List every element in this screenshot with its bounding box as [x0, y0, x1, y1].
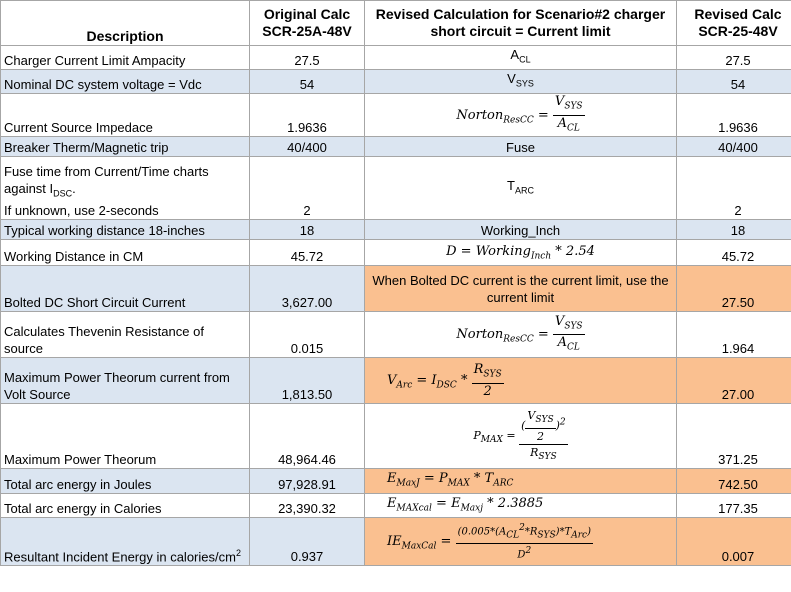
row-formula: $T_{ARC}$ [365, 157, 677, 220]
table-row [1, 157, 791, 220]
row-formula: Norton$_{ResCC}$ = $\frac{V_{SYS}}{A_{CL}}$ [365, 312, 677, 358]
row-revised-value: 45.72 [677, 240, 791, 266]
table-row [1, 220, 791, 240]
row-formula: $A_{CL}$ [365, 46, 677, 70]
row-original-value: 2 [250, 157, 365, 220]
row-revised-value: 18 [677, 220, 791, 240]
row-original-value: 27.5 [250, 46, 365, 70]
row-description: Calculates Thevenin Resistance of source [1, 312, 250, 358]
row-revised-value: 27.50 [677, 266, 791, 312]
row-original-value: 18 [250, 220, 365, 240]
row-description: Nominal DC system voltage = Vdc [1, 70, 250, 94]
header-row [1, 1, 791, 46]
header-revised-calculation: Revised Calculation for Scenario#2 charger short circuit = Current limit [365, 1, 677, 46]
row-revised-value: 27.00 [677, 358, 791, 404]
row-revised-value: 2 [677, 157, 791, 220]
table-row [1, 469, 791, 494]
row-original-value: 3,627.00 [250, 266, 365, 312]
row-original-value: 48,964.46 [250, 404, 365, 469]
table-row [1, 493, 791, 518]
row-formula: Fuse [365, 137, 677, 157]
row-original-value: 0.937 [250, 518, 365, 566]
row-formula: Working_Inch [365, 220, 677, 240]
header-original-calc: Original Calc SCR-25A-48V [250, 1, 365, 46]
row-original-value: 54 [250, 70, 365, 94]
row-revised-value: 742.50 [677, 469, 791, 494]
table-row [1, 358, 791, 404]
table-row [1, 70, 791, 94]
row-description: Maximum Power Theorum [1, 404, 250, 469]
row-revised-value: 371.25 [677, 404, 791, 469]
row-formula: $V_{Arc} = I_{DSC}$ * $\frac{R_{SYS}}{2}$ [365, 358, 677, 404]
table-row [1, 518, 791, 566]
row-description: Breaker Therm/Magnetic trip [1, 137, 250, 157]
row-formula: D = Working$_{Inch}$ * 2.54 [365, 240, 677, 266]
row-original-value: 97,928.91 [250, 469, 365, 494]
row-description: Resultant Incident Energy in calories/$cm^2$ [1, 518, 250, 566]
header-description: Description [1, 1, 250, 46]
row-description: Charger Current Limit Ampacity [1, 46, 250, 70]
row-formula: $E_{MaxJ} = P_{MAX} * T_{ARC}$ [365, 469, 677, 494]
row-original-value: 1,813.50 [250, 358, 365, 404]
row-original-value: 45.72 [250, 240, 365, 266]
row-formula-note: When Bolted DC current is the current limit, use the current limit [365, 266, 677, 312]
header-revised-calc: Revised Calc SCR-25-48V [677, 1, 791, 46]
row-formula: $E_{MAXcal} = E_{Maxj} * 2.3885$ [365, 493, 677, 518]
row-description: Total arc energy in Joules [1, 469, 250, 494]
row-original-value: 23,390.32 [250, 493, 365, 518]
table-row [1, 94, 791, 137]
row-revised-value: 54 [677, 70, 791, 94]
table-row [1, 137, 791, 157]
row-formula: $V_{SYS}$ [365, 70, 677, 94]
row-revised-value: 177.35 [677, 493, 791, 518]
row-description: Maximum Power Theorum current from Volt Source [1, 358, 250, 404]
row-original-value: 1.9636 [250, 94, 365, 137]
row-revised-value: 27.5 [677, 46, 791, 70]
table-row [1, 240, 791, 266]
row-revised-value: 1.9636 [677, 94, 791, 137]
row-description: Fuse time from Current/Time charts against $I_{DSC}$. If unknown, use 2-seconds [1, 157, 250, 220]
row-description: Current Source Impedace [1, 94, 250, 137]
row-formula: Norton$_{ResCC}$ = $\frac{V_{SYS}}{A_{CL}}$ [365, 94, 677, 137]
row-formula: $P_{MAX}$ = ( $\frac{V_{SYS}}{2}$ )$^2$ $R_{SYS}$ [365, 404, 677, 469]
table-row [1, 312, 791, 358]
row-revised-value: 0.007 [677, 518, 791, 566]
row-revised-value: 1.964 [677, 312, 791, 358]
row-description: Total arc energy in Calories [1, 493, 250, 518]
table-row [1, 46, 791, 70]
row-description: Working Distance in CM [1, 240, 250, 266]
row-description: Typical working distance 18-inches [1, 220, 250, 240]
row-formula: $IE_{MaxCal}$ = $\frac{(0.005*(A_{CL}^2*R_{SYS})*T_{Arc})}{D^2}$ [365, 518, 677, 566]
row-description: Bolted DC Short Circuit Current [1, 266, 250, 312]
row-original-value: 0.015 [250, 312, 365, 358]
table-row [1, 266, 791, 312]
row-revised-value: 40/400 [677, 137, 791, 157]
row-original-value: 40/400 [250, 137, 365, 157]
table-row [1, 404, 791, 469]
